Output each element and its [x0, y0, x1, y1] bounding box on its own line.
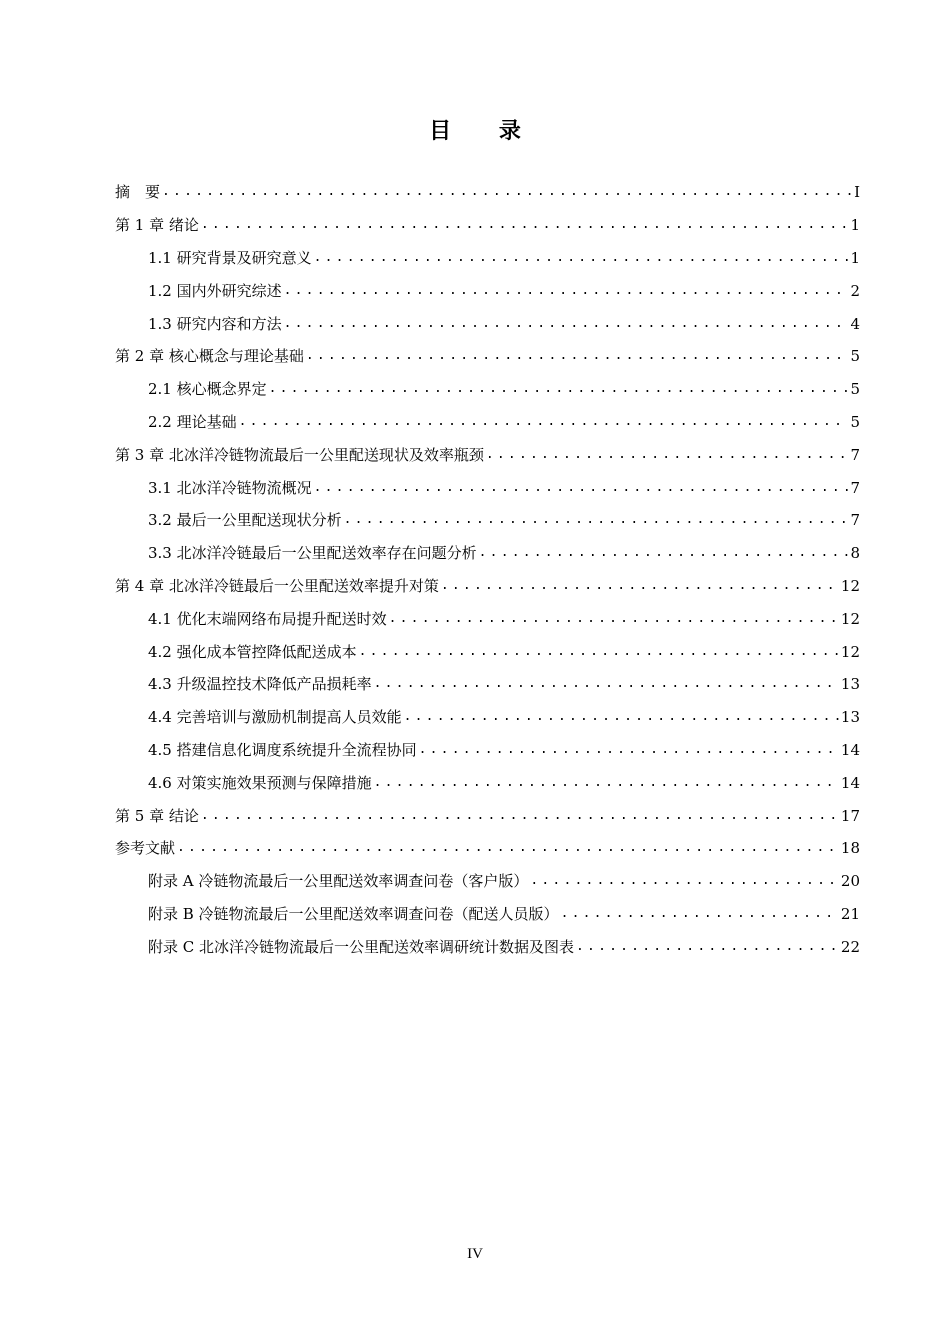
toc-entry-title: 4.6 对策实施效果预测与保障措施 [148, 773, 372, 792]
toc-entry-page: 12 [840, 576, 860, 595]
toc-entry-title: 1.3 研究内容和方法 [148, 314, 282, 333]
toc-entry-page: 5 [850, 380, 860, 399]
toc-entry-title: 摘 要 [115, 183, 161, 202]
toc-entry[interactable] [115, 242, 860, 275]
toc-dot-leader [359, 642, 839, 662]
toc-entry[interactable] [115, 340, 860, 373]
toc-entry-title: 4.2 强化成本管控降低配送成本 [148, 642, 357, 661]
toc-entry[interactable] [115, 635, 860, 668]
toc-entry-page: 13 [840, 708, 860, 727]
toc-dot-leader [201, 215, 849, 235]
toc-entry-page: 1 [850, 216, 860, 235]
toc-entry[interactable] [115, 438, 860, 471]
toc-entry-title: 参考文献 [115, 839, 176, 858]
toc-entry[interactable] [115, 570, 860, 603]
toc-entry[interactable] [115, 471, 860, 504]
toc-dot-leader [314, 478, 849, 498]
toc-dot-leader [419, 740, 839, 760]
toc-entry-page: 7 [850, 478, 860, 497]
toc-entry[interactable] [115, 865, 860, 898]
toc-dot-leader [284, 281, 849, 301]
toc-entry[interactable] [115, 176, 860, 209]
toc-entry-page: 5 [850, 347, 860, 366]
toc-dot-leader [314, 248, 849, 268]
toc-entry-title: 3.1 北冰洋冷链物流概况 [148, 478, 312, 497]
toc-entry-title: 第 4 章 北冰洋冷链最后一公里配送效率提升对策 [115, 576, 439, 595]
toc-entry[interactable] [115, 373, 860, 406]
toc-entry-page: 12 [840, 609, 860, 628]
toc-entry[interactable] [115, 209, 860, 242]
toc-entry-title: 4.1 优化末端网络布局提升配送时效 [148, 609, 387, 628]
toc-dot-leader [374, 674, 839, 694]
toc-entry-page: 4 [850, 314, 860, 333]
toc-entry[interactable] [115, 668, 860, 701]
toc-dot-leader [162, 182, 852, 202]
toc-entry-page: 1 [850, 248, 860, 267]
toc-dot-leader [479, 543, 849, 563]
toc-entry-page: 13 [840, 675, 860, 694]
toc-entry-page: 17 [840, 806, 860, 825]
toc-entry-page: 14 [840, 740, 860, 759]
toc-entry[interactable] [115, 307, 860, 340]
toc-entry[interactable] [115, 537, 860, 570]
toc-entry-page: 21 [840, 904, 860, 923]
toc-dot-leader [576, 937, 839, 957]
toc-entry-title: 附录 C 北冰洋冷链物流最后一公里配送效率调研统计数据及图表 [148, 937, 575, 956]
toc-entry[interactable] [115, 832, 860, 865]
toc-entry-title: 4.4 完善培训与激励机制提高人员效能 [148, 708, 402, 727]
toc-entry-title: 第 5 章 结论 [115, 806, 199, 825]
toc-entry-title: 第 2 章 核心概念与理论基础 [115, 347, 304, 366]
toc-entry-title: 3.3 北冰洋冷链最后一公里配送效率存在问题分析 [148, 544, 477, 563]
toc-entry-page: 7 [850, 511, 860, 530]
toc-dot-leader [284, 314, 849, 334]
toc-entry-page: 22 [840, 937, 860, 956]
toc-dot-leader [306, 346, 849, 366]
toc-dot-leader [374, 773, 839, 793]
toc-entry-title: 4.3 升级温控技术降低产品损耗率 [148, 675, 372, 694]
toc-entry-page: 2 [850, 281, 860, 300]
toc-entry-title: 4.5 搭建信息化调度系统提升全流程协同 [148, 740, 417, 759]
toc-dot-leader [389, 609, 839, 629]
toc-entry[interactable] [115, 406, 860, 439]
toc-entry-title: 2.2 理论基础 [148, 412, 237, 431]
toc-entry-title: 2.1 核心概念界定 [148, 380, 267, 399]
toc-dot-leader [177, 838, 839, 858]
toc-entry-page: 8 [850, 544, 860, 563]
toc-entry[interactable] [115, 602, 860, 635]
toc-dot-leader [561, 904, 839, 924]
toc-dot-leader [344, 510, 849, 530]
toc-entry-title: 第 3 章 北冰洋冷链物流最后一公里配送现状及效率瓶颈 [115, 445, 484, 464]
toc-entry-title: 1.1 研究背景及研究意义 [148, 248, 312, 267]
toc-entry-title: 1.2 国内外研究综述 [148, 281, 282, 300]
toc-entry-title: 第 1 章 绪论 [115, 216, 199, 235]
toc-entry-title: 3.2 最后一公里配送现状分析 [148, 511, 342, 530]
toc-entry[interactable] [115, 734, 860, 767]
toc-entry-page: 7 [850, 445, 860, 464]
page-number: IV [467, 1246, 483, 1262]
toc-entry[interactable] [115, 930, 860, 963]
toc-entry-page: 20 [840, 872, 860, 891]
toc-dot-leader [269, 379, 849, 399]
toc-dot-leader [404, 707, 839, 727]
toc-entry-page: I [854, 183, 860, 202]
table-of-contents [115, 176, 860, 963]
toc-entry-page: 5 [850, 412, 860, 431]
toc-entry[interactable] [115, 274, 860, 307]
toc-dot-leader [486, 445, 849, 465]
toc-dot-leader [239, 412, 849, 432]
toc-entry-title: 附录 A 冷链物流最后一公里配送效率调查问卷（客户版） [148, 872, 529, 891]
toc-entry[interactable] [115, 766, 860, 799]
toc-entry-page: 12 [840, 642, 860, 661]
toc-entry-page: 18 [840, 839, 860, 858]
toc-entry-title: 附录 B 冷链物流最后一公里配送效率调查问卷（配送人员版） [148, 904, 559, 923]
page-title: 目 录 [429, 118, 541, 144]
toc-entry[interactable] [115, 898, 860, 931]
toc-dot-leader [201, 806, 839, 826]
toc-entry[interactable] [115, 799, 860, 832]
toc-dot-leader [441, 576, 839, 596]
toc-entry-page: 14 [840, 773, 860, 792]
toc-dot-leader [530, 871, 839, 891]
toc-entry[interactable] [115, 504, 860, 537]
toc-entry[interactable] [115, 701, 860, 734]
